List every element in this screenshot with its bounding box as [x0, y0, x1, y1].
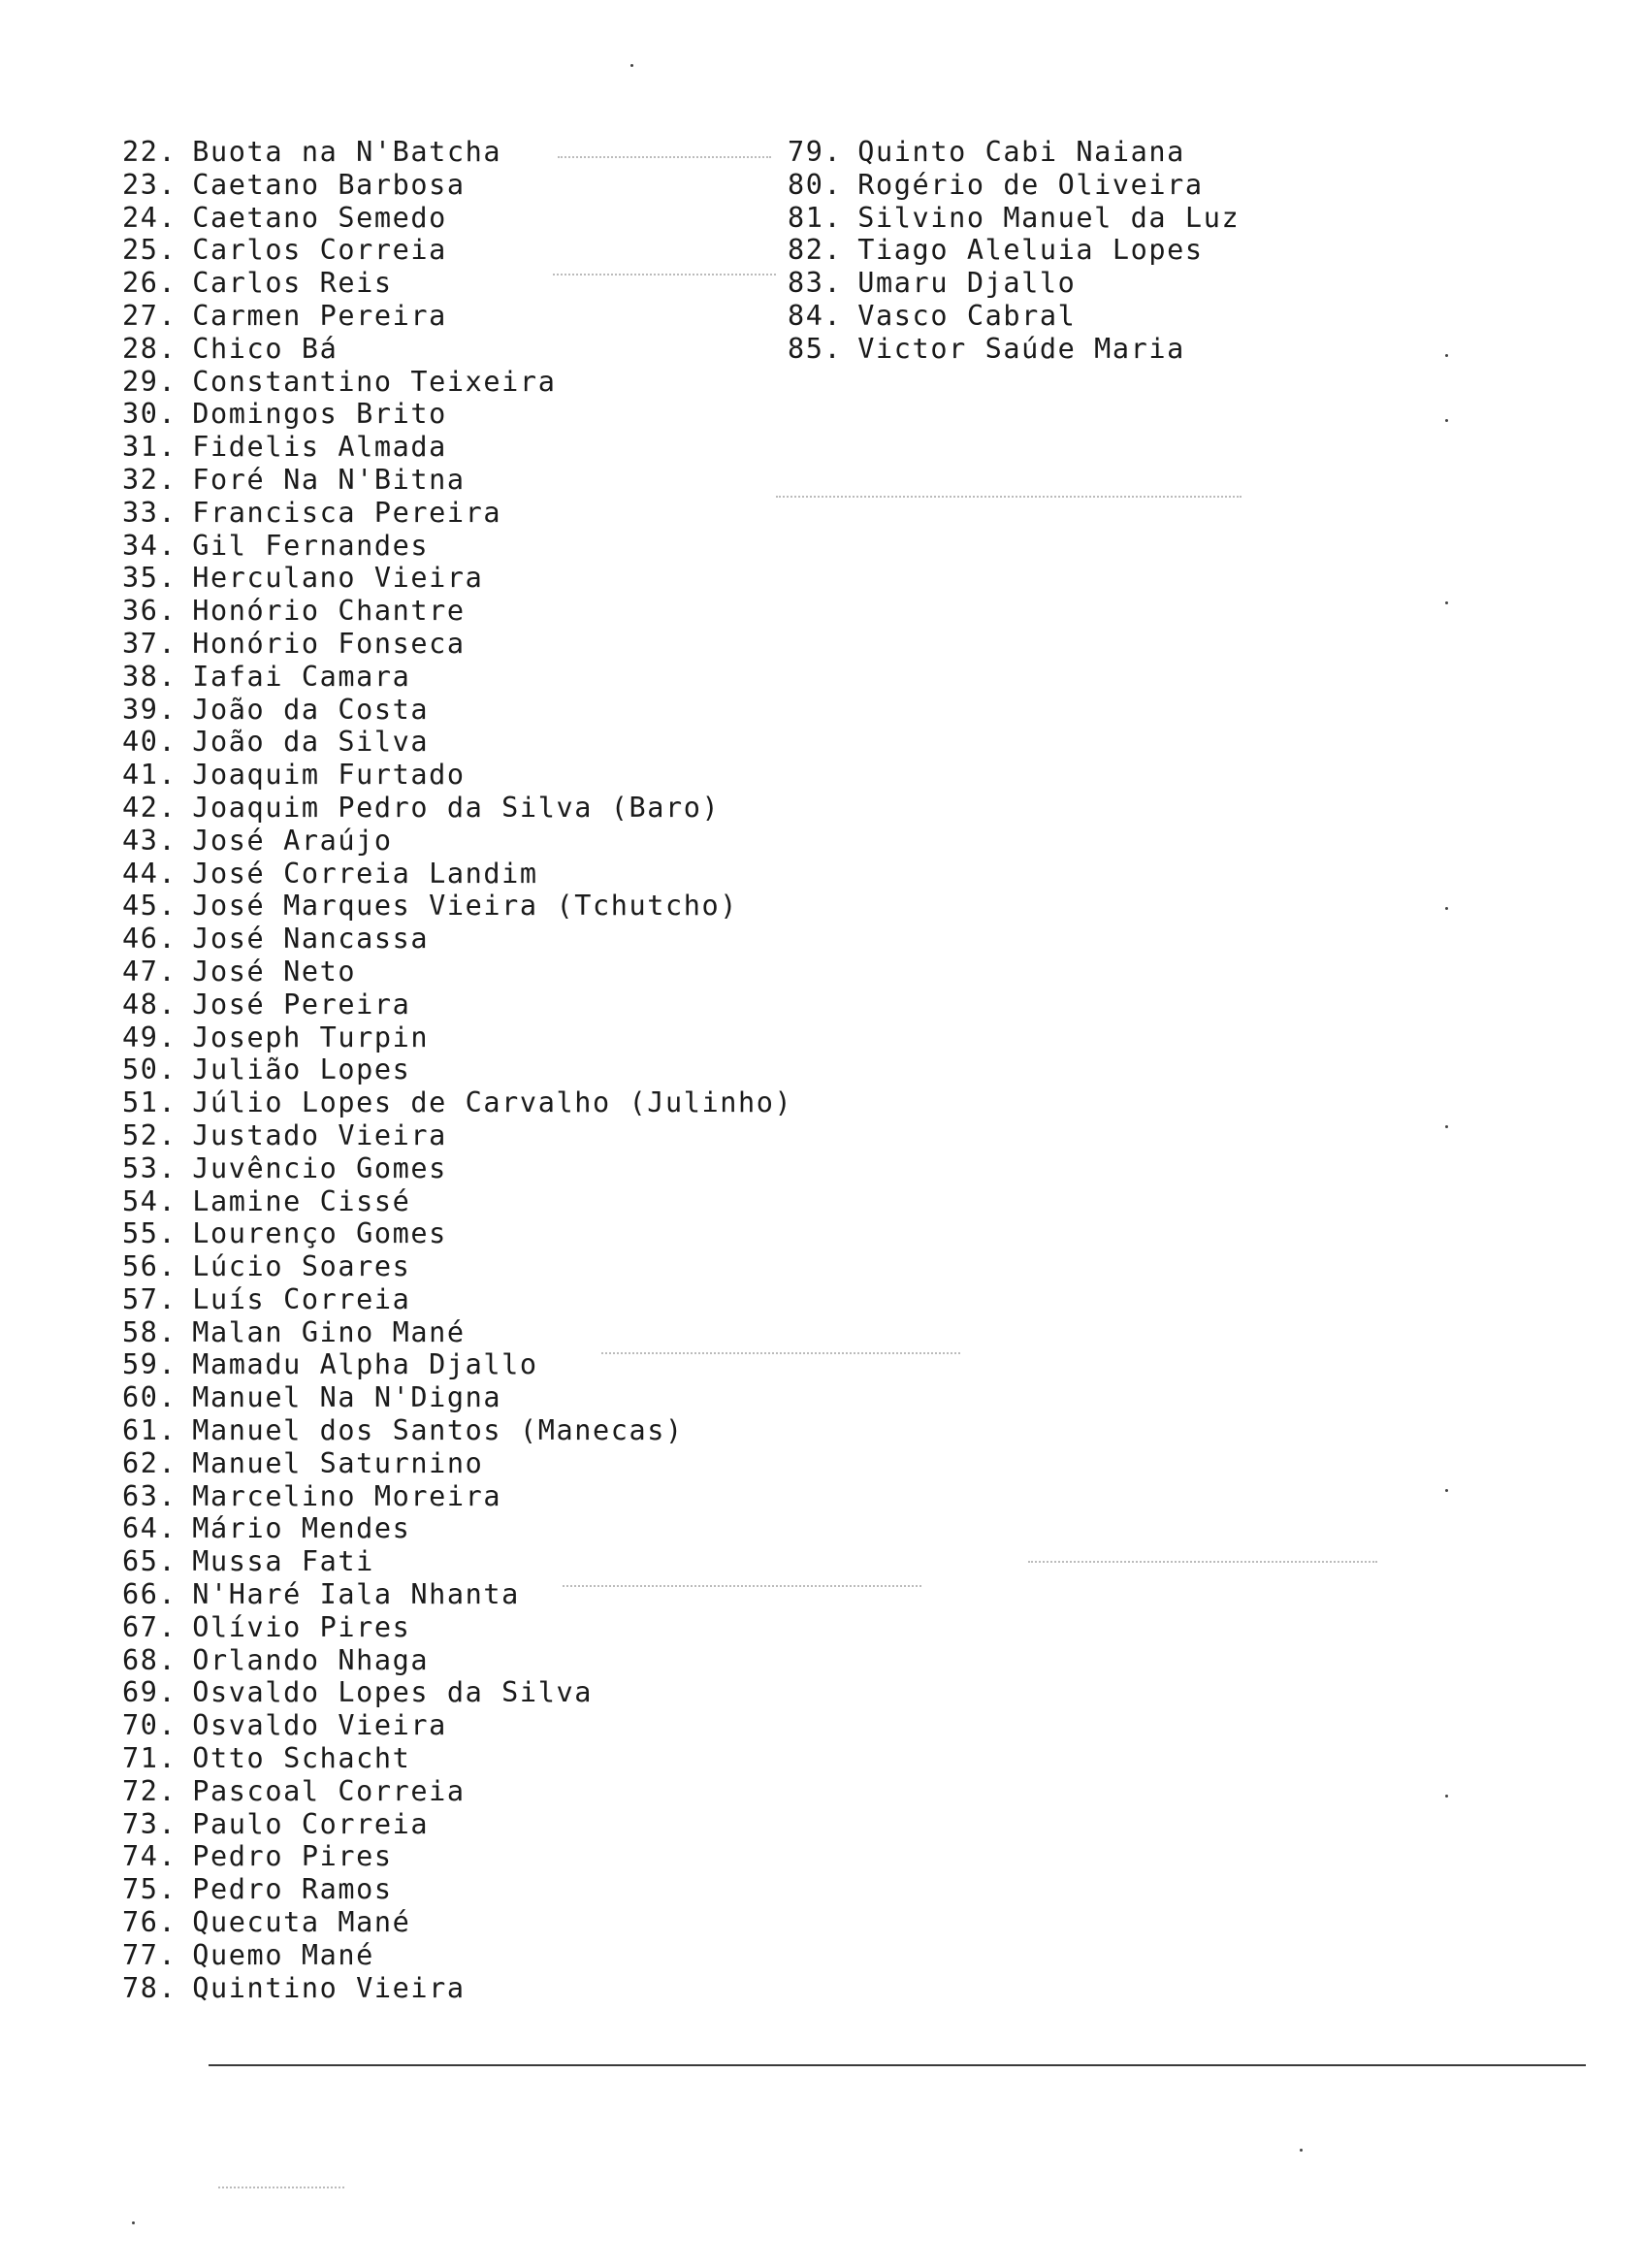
list-entry: [122, 169, 792, 202]
entry-name: Lúcio Soares: [192, 1250, 411, 1283]
entry-name: Iafai Camara: [192, 660, 411, 693]
entry-name: Quecuta Mané: [192, 1906, 411, 1939]
list-entry: [788, 136, 1240, 169]
entry-number: 46.: [122, 923, 177, 956]
entry-number: 52.: [122, 1118, 177, 1151]
entry-number: 81.: [788, 201, 843, 234]
scan-speck: [1445, 419, 1448, 422]
entry-name: Honório Chantre: [192, 595, 466, 628]
list-entry: [122, 956, 792, 988]
entry-number: 54.: [122, 1184, 177, 1217]
entry-name: Julião Lopes: [192, 1053, 411, 1086]
entry-name: José Correia Landim: [192, 857, 538, 890]
name-list-right-column: [788, 136, 1240, 366]
entry-number: 44.: [122, 857, 177, 890]
scan-artifact: [218, 2187, 344, 2188]
list-entry: [788, 333, 1240, 366]
entry-name: Pedro Ramos: [192, 1873, 393, 1906]
list-entry: [122, 1217, 792, 1250]
entry-number: 58.: [122, 1315, 177, 1348]
list-entry: [122, 1250, 792, 1283]
entry-number: 47.: [122, 955, 177, 988]
list-entry: [122, 628, 792, 661]
entry-name: Lourenço Gomes: [192, 1217, 447, 1250]
entry-name: Lamine Cissé: [192, 1184, 411, 1217]
entry-number: 31.: [122, 431, 177, 464]
entry-name: Mário Mendes: [192, 1512, 411, 1545]
entry-number: 68.: [122, 1643, 177, 1676]
entry-name: Constantino Teixeira: [192, 365, 557, 398]
list-entry: [122, 202, 792, 235]
list-entry: [122, 1480, 792, 1513]
scan-speck: [630, 64, 633, 67]
list-entry: [122, 431, 792, 464]
entry-number: 30.: [122, 398, 177, 431]
list-entry: [122, 759, 792, 792]
entry-name: Joaquim Pedro da Silva (Baro): [192, 791, 721, 824]
entry-number: 78.: [122, 1971, 177, 2004]
list-entry: [122, 1381, 792, 1414]
scan-speck: [1445, 1489, 1448, 1492]
entry-number: 75.: [122, 1873, 177, 1906]
entry-name: Mamadu Alpha Djallo: [192, 1348, 538, 1381]
entry-name: Gil Fernandes: [192, 529, 430, 562]
scan-artifact: [553, 274, 776, 275]
list-entry: [122, 694, 792, 727]
scan-speck: [132, 2221, 135, 2224]
entry-number: 32.: [122, 463, 177, 496]
list-entry: [122, 398, 792, 431]
list-entry: [122, 988, 792, 1021]
list-entry: [122, 464, 792, 497]
entry-name: Chico Bá: [192, 332, 339, 365]
list-entry: [122, 300, 792, 333]
list-entry: [122, 1972, 792, 2005]
entry-number: 48.: [122, 988, 177, 1021]
entry-number: 50.: [122, 1053, 177, 1086]
entry-number: 49.: [122, 1021, 177, 1053]
entry-number: 57.: [122, 1282, 177, 1315]
entry-name: Orlando Nhaga: [192, 1643, 430, 1676]
list-entry: [122, 595, 792, 628]
list-entry: [122, 1086, 792, 1119]
entry-number: 82.: [788, 234, 843, 267]
entry-number: 37.: [122, 627, 177, 660]
entry-number: 77.: [122, 1938, 177, 1971]
list-entry: [122, 923, 792, 956]
entry-number: 76.: [122, 1906, 177, 1939]
entry-number: 70.: [122, 1709, 177, 1742]
entry-name: Mussa Fati: [192, 1545, 374, 1578]
list-entry: [122, 1119, 792, 1152]
entry-name: Otto Schacht: [192, 1742, 411, 1775]
entry-number: 72.: [122, 1774, 177, 1807]
entry-name: N'Haré Iala Nhanta: [192, 1578, 520, 1611]
entry-number: 42.: [122, 791, 177, 824]
list-entry: [122, 1709, 792, 1742]
entry-name: Olívio Pires: [192, 1610, 411, 1643]
entry-name: Herculano Vieira: [192, 562, 484, 595]
list-entry: [122, 562, 792, 595]
entry-name: Fidelis Almada: [192, 431, 447, 464]
entry-number: 67.: [122, 1610, 177, 1643]
list-entry: [788, 300, 1240, 333]
list-entry: [122, 530, 792, 563]
entry-name: Vasco Cabral: [857, 299, 1077, 332]
entry-name: Tiago Aleluia Lopes: [857, 234, 1204, 267]
entry-name: João da Costa: [192, 693, 430, 726]
entry-number: 25.: [122, 234, 177, 267]
entry-name: Joaquim Furtado: [192, 759, 466, 792]
list-entry: [122, 792, 792, 825]
entry-number: 61.: [122, 1414, 177, 1447]
entry-name: Pedro Pires: [192, 1840, 393, 1873]
entry-name: Quemo Mané: [192, 1938, 374, 1971]
scan-speck: [1445, 1125, 1448, 1128]
entry-name: Carlos Reis: [192, 267, 393, 300]
entry-name: José Nancassa: [192, 923, 430, 956]
entry-number: 35.: [122, 562, 177, 595]
entry-name: José Araújo: [192, 824, 393, 857]
scan-speck: [1445, 354, 1448, 357]
list-entry: [122, 1053, 792, 1086]
list-entry: [122, 1644, 792, 1677]
scan-artifact: [601, 1352, 960, 1354]
list-entry: [122, 1578, 792, 1611]
entry-number: 36.: [122, 595, 177, 628]
entry-number: 33.: [122, 496, 177, 529]
entry-name: Juvêncio Gomes: [192, 1151, 447, 1184]
list-entry: [788, 202, 1240, 235]
entry-number: 69.: [122, 1676, 177, 1709]
list-entry: [122, 497, 792, 530]
list-entry: [122, 1283, 792, 1316]
entry-name: Júlio Lopes de Carvalho (Julinho): [192, 1086, 793, 1119]
list-entry: [122, 1021, 792, 1054]
list-entry: [122, 267, 792, 300]
entry-number: 79.: [788, 136, 843, 168]
entry-name: Carmen Pereira: [192, 299, 447, 332]
list-entry: [122, 1906, 792, 1939]
entry-number: 59.: [122, 1348, 177, 1381]
entry-number: 74.: [122, 1840, 177, 1873]
list-entry: [122, 858, 792, 891]
entry-number: 71.: [122, 1742, 177, 1775]
entry-name: Francisca Pereira: [192, 496, 502, 529]
entry-name: Quinto Cabi Naiana: [857, 136, 1185, 168]
entry-name: Silvino Manuel da Luz: [857, 201, 1241, 234]
scan-speck: [1445, 601, 1448, 604]
list-entry: [122, 726, 792, 759]
scan-artifact: [1028, 1561, 1377, 1563]
entry-number: 53.: [122, 1151, 177, 1184]
list-entry: [122, 1447, 792, 1480]
list-entry: [122, 136, 792, 169]
list-entry: [122, 1873, 792, 1906]
list-entry: [122, 1414, 792, 1447]
entry-number: 24.: [122, 201, 177, 234]
entry-name: Umaru Djallo: [857, 267, 1077, 300]
list-entry: [122, 1185, 792, 1218]
entry-name: Luís Correia: [192, 1282, 411, 1315]
entry-name: Justado Vieira: [192, 1118, 447, 1151]
entry-number: 22.: [122, 136, 177, 168]
entry-number: 34.: [122, 529, 177, 562]
entry-name: Caetano Barbosa: [192, 168, 466, 201]
list-entry: [122, 234, 792, 267]
entry-name: Manuel Na N'Digna: [192, 1381, 502, 1414]
entry-name: Osvaldo Lopes da Silva: [192, 1676, 593, 1709]
entry-name: Carlos Correia: [192, 234, 447, 267]
entry-number: 83.: [788, 267, 843, 300]
scan-speck: [1445, 1795, 1448, 1798]
entry-number: 39.: [122, 693, 177, 726]
entry-number: 26.: [122, 267, 177, 300]
entry-name: Manuel dos Santos (Manecas): [192, 1414, 684, 1447]
entry-number: 84.: [788, 299, 843, 332]
entry-number: 85.: [788, 332, 843, 365]
entry-number: 55.: [122, 1217, 177, 1250]
list-entry: [788, 267, 1240, 300]
entry-name: Domingos Brito: [192, 398, 447, 431]
list-entry: [122, 1742, 792, 1775]
entry-number: 65.: [122, 1545, 177, 1578]
list-entry: [122, 1840, 792, 1873]
list-entry: [788, 169, 1240, 202]
list-entry: [122, 1316, 792, 1349]
scan-artifact: [776, 496, 1242, 498]
entry-number: 73.: [122, 1807, 177, 1840]
scan-artifact: [563, 1585, 921, 1587]
entry-number: 43.: [122, 824, 177, 857]
name-list-left-column: [122, 136, 792, 2004]
entry-name: José Pereira: [192, 988, 411, 1021]
entry-number: 62.: [122, 1446, 177, 1479]
list-entry: [788, 234, 1240, 267]
list-entry: [122, 1775, 792, 1808]
entry-name: Honório Fonseca: [192, 627, 466, 660]
scan-speck: [1300, 2149, 1303, 2152]
entry-number: 45.: [122, 890, 177, 923]
list-entry: [122, 1676, 792, 1709]
list-entry: [122, 1939, 792, 1972]
entry-name: Joseph Turpin: [192, 1021, 430, 1053]
entry-name: Rogério de Oliveira: [857, 168, 1204, 201]
entry-number: 80.: [788, 168, 843, 201]
list-entry: [122, 1808, 792, 1841]
entry-name: João da Silva: [192, 726, 430, 759]
entry-number: 56.: [122, 1250, 177, 1283]
list-entry: [122, 1611, 792, 1644]
entry-number: 29.: [122, 365, 177, 398]
entry-number: 40.: [122, 726, 177, 759]
entry-name: Marcelino Moreira: [192, 1479, 502, 1512]
list-entry: [122, 333, 792, 366]
entry-name: José Neto: [192, 955, 357, 988]
entry-name: Victor Saúde Maria: [857, 332, 1185, 365]
entry-name: José Marques Vieira (Tchutcho): [192, 890, 739, 923]
list-entry: [122, 825, 792, 858]
entry-name: Paulo Correia: [192, 1807, 430, 1840]
entry-name: Quintino Vieira: [192, 1971, 466, 2004]
entry-number: 23.: [122, 168, 177, 201]
entry-number: 28.: [122, 332, 177, 365]
entry-number: 51.: [122, 1086, 177, 1119]
scan-artifact: [558, 156, 771, 158]
list-entry: [122, 1545, 792, 1578]
list-entry: [122, 1512, 792, 1545]
entry-name: Osvaldo Vieira: [192, 1709, 447, 1742]
entry-number: 27.: [122, 299, 177, 332]
entry-name: Caetano Semedo: [192, 201, 447, 234]
entry-number: 63.: [122, 1479, 177, 1512]
entry-number: 66.: [122, 1578, 177, 1611]
entry-number: 41.: [122, 759, 177, 792]
list-entry: [122, 366, 792, 399]
list-entry: [122, 890, 792, 923]
entry-name: Pascoal Correia: [192, 1774, 466, 1807]
entry-name: Malan Gino Mané: [192, 1315, 466, 1348]
entry-name: Buota na N'Batcha: [192, 136, 502, 168]
entry-name: Manuel Saturnino: [192, 1446, 484, 1479]
scan-speck: [1445, 907, 1448, 910]
bottom-rule: [209, 2064, 1586, 2066]
entry-number: 38.: [122, 660, 177, 693]
entry-number: 60.: [122, 1381, 177, 1414]
entry-number: 64.: [122, 1512, 177, 1545]
list-entry: [122, 1152, 792, 1185]
entry-name: Foré Na N'Bitna: [192, 463, 466, 496]
list-entry: [122, 661, 792, 694]
